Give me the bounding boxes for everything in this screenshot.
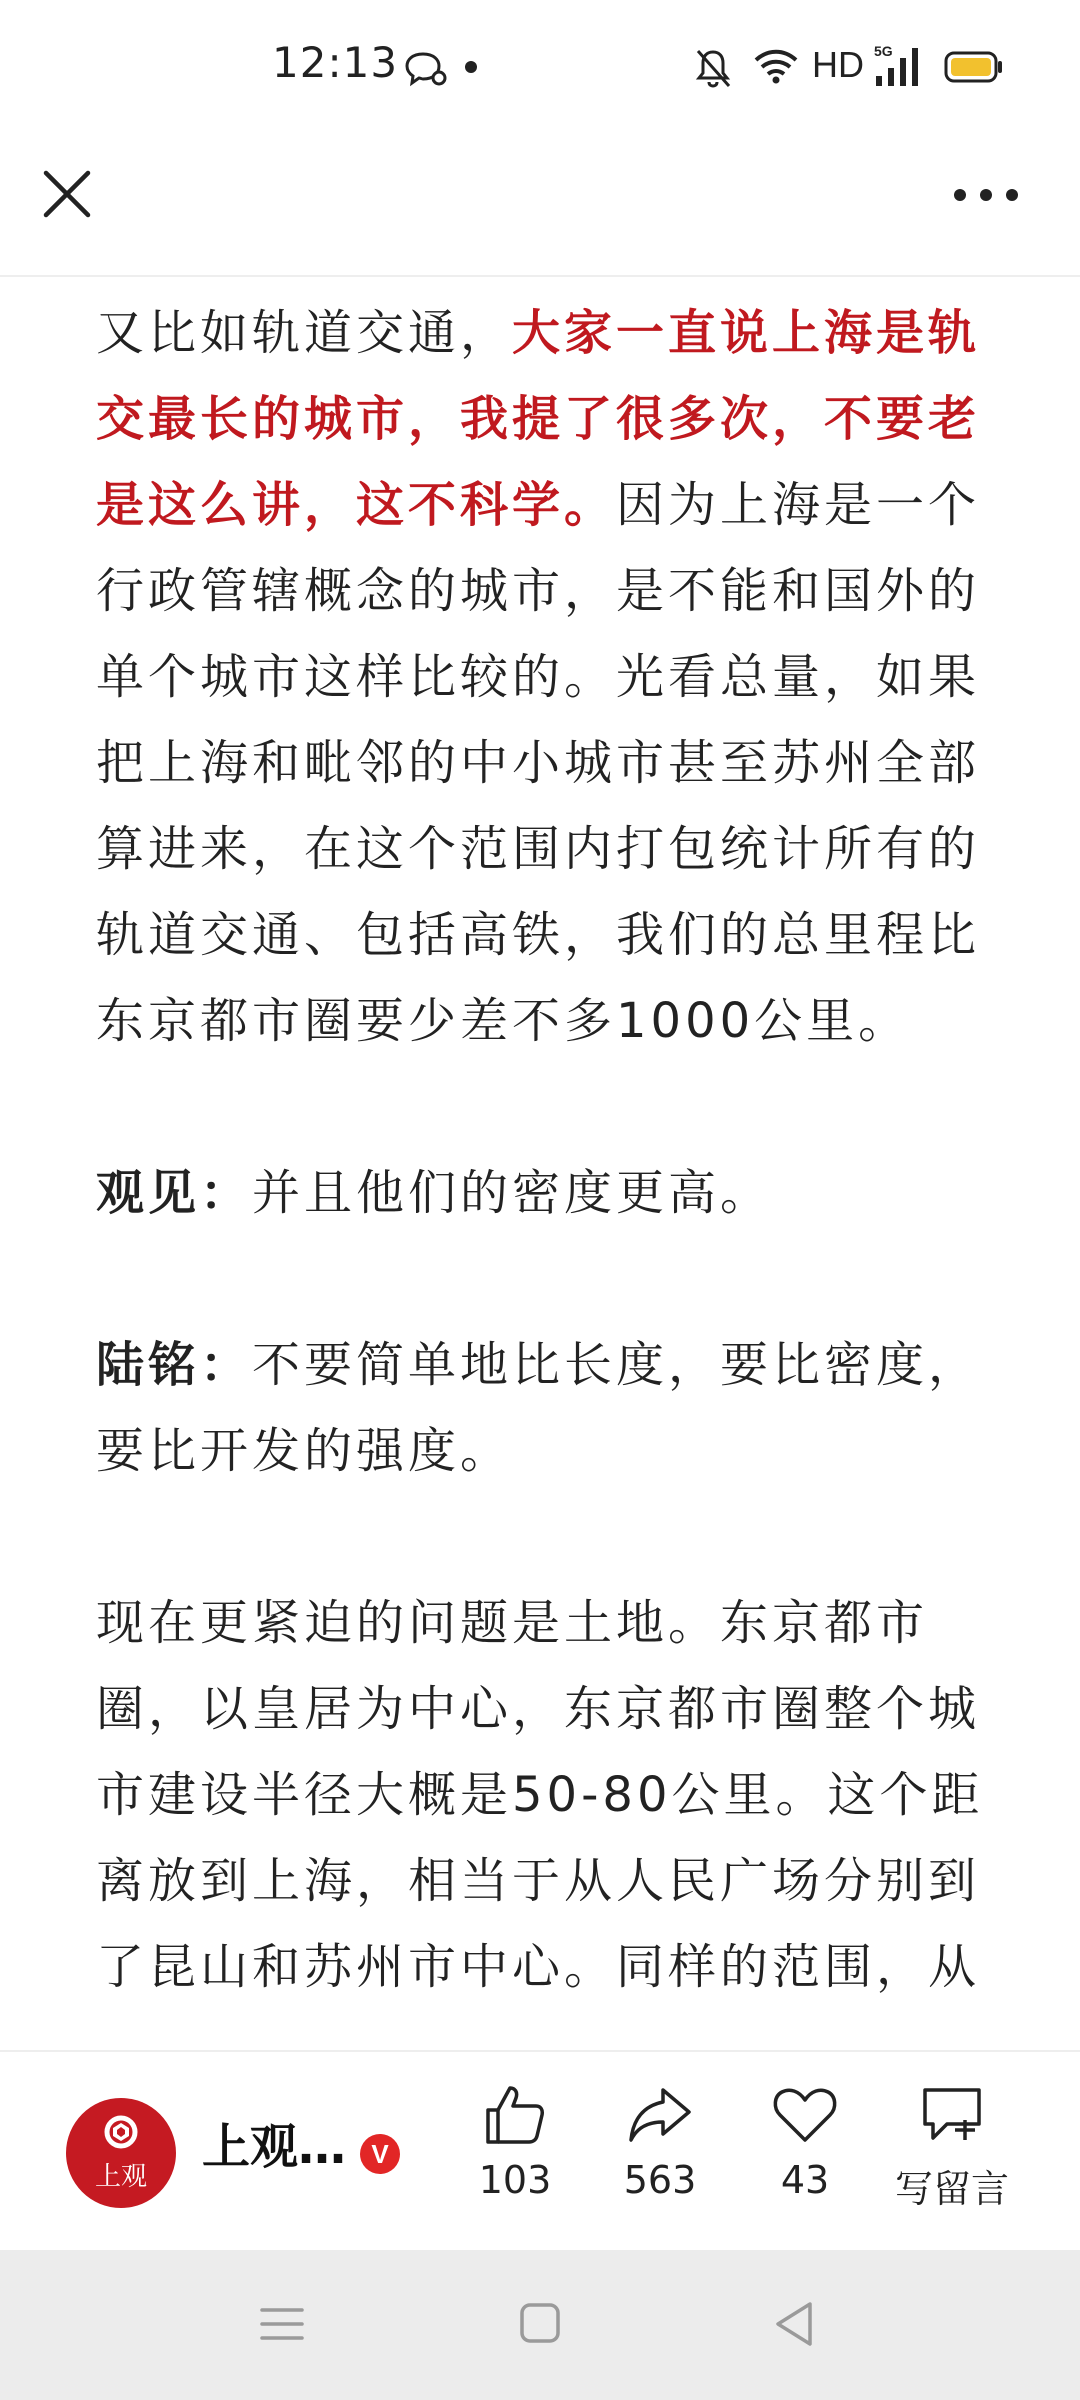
like-count: 103	[478, 2158, 552, 2202]
write-comment-label: 写留言	[894, 2167, 1009, 2211]
publisher-name[interactable]: 上观…	[202, 2119, 347, 2175]
status-bar	[0, 0, 1080, 135]
share-button[interactable]	[600, 2082, 720, 2202]
avatar-text: 上观	[94, 2162, 147, 2192]
speaker-label: 陆铭：	[96, 1337, 253, 1393]
favorite-button[interactable]	[745, 2082, 865, 2202]
top-nav-bar	[0, 135, 1080, 277]
close-icon[interactable]	[38, 165, 96, 223]
paragraph-text: 现在更紧迫的问题是土地。东京都市圈，以皇居为中心，东京都市圈整个城市建设半径大概是50-80公里。这个距离放到上海，相当于从人民广场分别到了昆山和苏州市中心。同样的范围，从	[96, 1595, 984, 1995]
chat-bubble-icon	[403, 48, 447, 88]
highlighted-quote: 大家一直说上海是轨交最长的城市，我提了很多次，不要老是这么讲，这不科学。	[96, 305, 981, 533]
battery-icon	[944, 50, 1004, 84]
status-time: 12:13	[272, 38, 399, 87]
publisher-logo-icon	[103, 2114, 139, 2150]
recent-apps-icon[interactable]	[258, 2302, 306, 2346]
wifi-icon	[752, 46, 800, 86]
share-arrow-icon	[627, 2082, 693, 2148]
back-icon[interactable]	[770, 2298, 818, 2350]
verified-badge: V	[360, 2134, 400, 2174]
paragraph-text: 因为上海是一个行政管辖概念的城市，是不能和国外的单个城市这样比较的。光看总量，如果把上海和毗邻的中小城市甚至苏州全部算进来，在这个范围内打包统计所有的轨道交通、包括高铁，我们的总里程比东京都市圈要少差不多1000公里。	[96, 477, 981, 1049]
publisher-avatar[interactable]	[66, 2098, 176, 2208]
interview-question	[96, 1150, 986, 1236]
heart-icon	[772, 2082, 838, 2148]
speaker-text: 不要简单地比长度，要比密度，要比开发的强度。	[96, 1337, 981, 1479]
home-icon[interactable]	[517, 2300, 563, 2346]
speaker-text: 并且他们的密度更高。	[252, 1165, 773, 1221]
speaker-label: 观见：	[96, 1165, 253, 1221]
notification-dot	[465, 61, 477, 73]
system-navigation-bar	[0, 2250, 1080, 2400]
bell-muted-icon	[693, 46, 733, 90]
write-comment-button[interactable]	[890, 2082, 1014, 2213]
interview-answer	[96, 1322, 986, 1494]
article-paragraph	[96, 1580, 986, 2010]
comment-add-icon	[919, 2082, 985, 2148]
svg-text:5G: 5G	[874, 43, 893, 59]
paragraph-lead-text: 又比如轨道交通，	[96, 305, 513, 361]
article-paragraph	[96, 290, 986, 1064]
like-button[interactable]	[455, 2082, 575, 2202]
article-body	[96, 290, 986, 2010]
bottom-action-bar	[0, 2050, 1080, 2252]
favorite-count: 43	[780, 2158, 830, 2202]
share-count: 563	[623, 2158, 697, 2202]
more-dots-icon[interactable]	[950, 183, 1022, 207]
5g-signal-icon	[874, 42, 928, 88]
thumbs-up-icon	[482, 2082, 548, 2148]
network-type-label: HD	[812, 44, 864, 85]
